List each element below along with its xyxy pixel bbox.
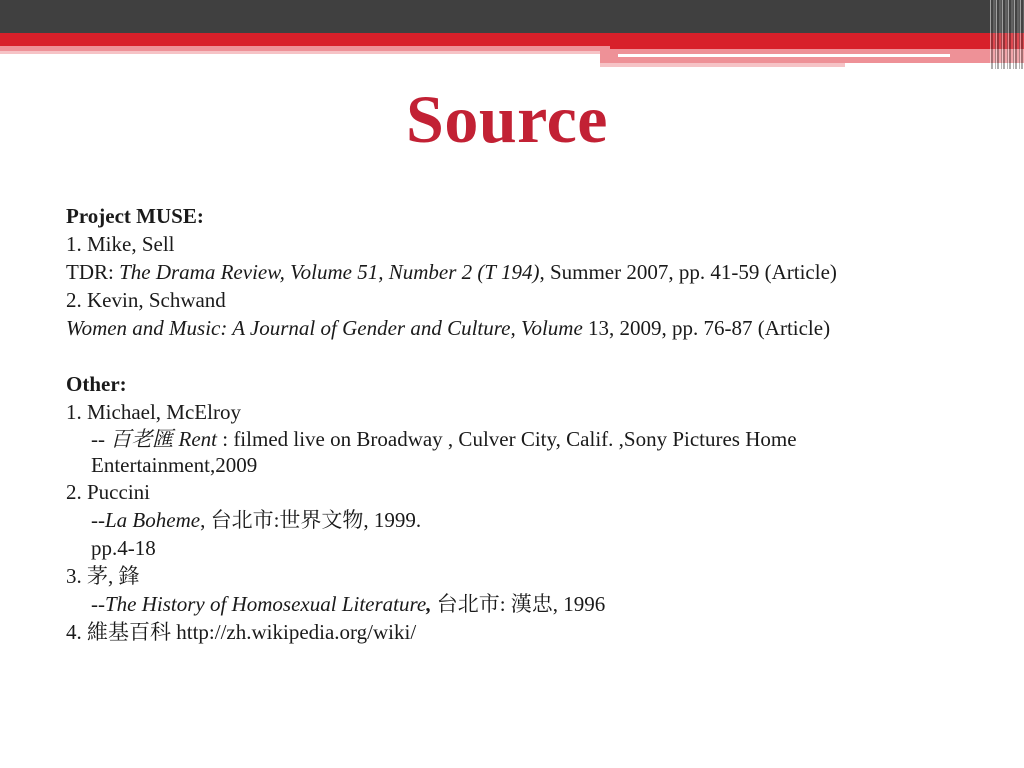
text-segment: Other:	[66, 372, 127, 396]
text-segment: 1. Michael, McElroy	[66, 400, 241, 424]
text-segment: 1. Mike, Sell	[66, 232, 175, 256]
text-segment: --	[91, 508, 105, 532]
citation-line-13	[66, 534, 946, 562]
text-segment: ,	[426, 592, 432, 616]
text-segment: Women and Music: A Journal of Gender and Culture, Volume	[66, 316, 589, 340]
citation-line-2	[66, 230, 946, 258]
white-line-decoration	[618, 54, 950, 57]
slide-title: Source	[406, 81, 608, 157]
text-segment: The History of Homosexual Literature	[105, 592, 427, 616]
text-segment: La Boheme	[105, 508, 201, 532]
text-segment: 台北市: 漢忠, 1996	[431, 592, 606, 616]
citation-list	[66, 202, 946, 646]
citation-line-5	[66, 314, 946, 342]
text-segment: --	[91, 427, 105, 451]
text-segment: : filmed live on Broadway , Culver City, Calif. ,Sony Pictures Home	[216, 427, 797, 451]
citation-line-1	[66, 202, 946, 230]
red-stripe-right-decoration	[600, 33, 1024, 50]
citation-line-4	[66, 286, 946, 314]
text-segment: 2. Puccini	[66, 480, 150, 504]
citation-line-6	[66, 342, 946, 370]
citation-line-3	[66, 258, 946, 286]
text-segment: 13, 2009, pp. 76-87 (Article)	[588, 316, 831, 340]
citation-line-16	[66, 618, 946, 646]
text-segment: Project MUSE:	[66, 204, 204, 228]
pink-stripe-tail-decoration	[600, 63, 845, 67]
citation-line-9	[66, 426, 946, 452]
top-bar-decoration	[0, 0, 1024, 33]
citation-line-8	[66, 398, 946, 426]
text-segment: Entertainment,2009	[91, 453, 258, 477]
pink-stripe-left-light-decoration	[0, 51, 610, 54]
text-segment: --	[91, 592, 105, 616]
citation-line-10	[66, 452, 946, 478]
text-segment: , 台北市:世界文物, 1999.	[200, 508, 422, 532]
text-segment: 2. Kevin, Schwand	[66, 288, 226, 312]
text-segment: 3. 茅, 鋒	[66, 564, 140, 588]
text-segment: pp.4-18	[91, 536, 156, 560]
citation-line-11	[66, 478, 946, 506]
text-segment: 4. 維基百科 http://zh.wikipedia.org/wiki/	[66, 620, 417, 644]
citation-line-12	[66, 506, 946, 534]
text-segment: , Summer 2007, pp. 41-59 (Article)	[539, 260, 837, 284]
citation-line-14	[66, 562, 946, 590]
text-segment: The Drama Review, Volume 51, Number 2 (T 194)	[119, 260, 540, 284]
page-edges-decoration	[990, 0, 1024, 69]
text-segment: TDR:	[66, 260, 120, 284]
citation-line-15	[66, 590, 946, 618]
text-segment: 百老匯 Rent	[105, 427, 217, 451]
citation-line-7	[66, 370, 946, 398]
